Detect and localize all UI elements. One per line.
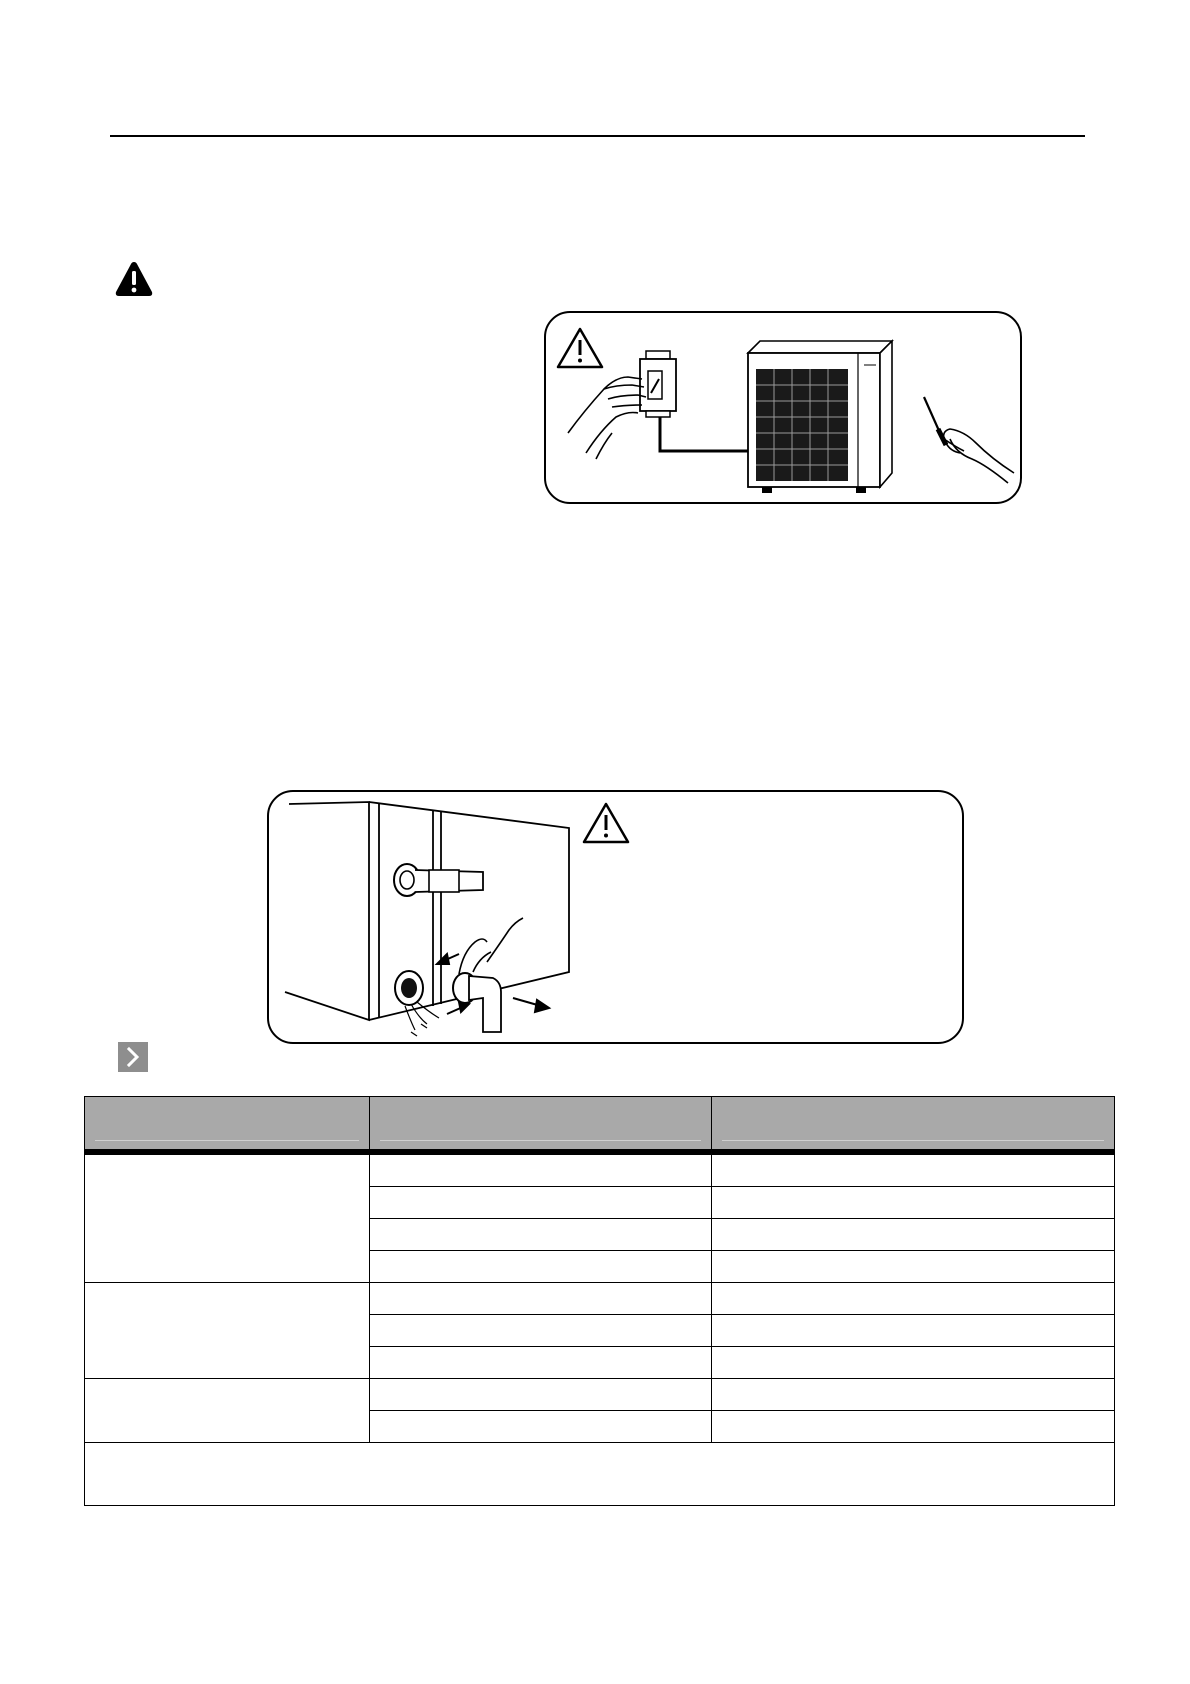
hand-with-screwdriver <box>924 397 1014 483</box>
table-note <box>85 1443 1115 1506</box>
table-header-row <box>85 1097 1115 1153</box>
table-note-row <box>85 1443 1115 1506</box>
table-header-cell <box>712 1097 1115 1153</box>
warning-triangle-outline-icon <box>584 804 628 842</box>
header-rule <box>110 135 1085 137</box>
figure-power-disconnect <box>544 311 1022 504</box>
table-cell <box>712 1187 1115 1219</box>
table-cell <box>370 1251 712 1283</box>
heat-pump-unit <box>748 341 892 493</box>
table-cell <box>712 1347 1115 1379</box>
warning-triangle-solid-icon <box>114 260 154 298</box>
table-row <box>85 1283 1115 1315</box>
table-cell <box>370 1152 712 1187</box>
table-cell <box>712 1315 1115 1347</box>
table-cell <box>712 1283 1115 1315</box>
maintenance-table <box>84 1096 1115 1506</box>
heat-pump-side-view <box>285 802 569 1020</box>
table-cell <box>370 1411 712 1443</box>
table-header-cell <box>85 1097 370 1153</box>
hand-switching-breaker <box>568 377 646 459</box>
table-cell <box>712 1411 1115 1443</box>
table-cell <box>370 1315 712 1347</box>
table-row <box>85 1152 1115 1187</box>
circuit-breaker <box>640 351 676 417</box>
table-cell <box>370 1219 712 1251</box>
table-cell <box>712 1379 1115 1411</box>
table-cell <box>712 1219 1115 1251</box>
group-label-cell <box>85 1152 370 1283</box>
table-cell <box>712 1152 1115 1187</box>
table-cell <box>370 1347 712 1379</box>
table-header-cell <box>370 1097 712 1153</box>
table-row <box>85 1379 1115 1411</box>
table-cell <box>370 1283 712 1315</box>
figure-drain-water <box>267 790 964 1044</box>
table-cell <box>370 1187 712 1219</box>
group-label-cell <box>85 1283 370 1379</box>
group-label-cell <box>85 1379 370 1443</box>
water-inlet-connector <box>394 864 483 896</box>
chevron-right-icon <box>118 1042 148 1072</box>
table-cell <box>370 1379 712 1411</box>
warning-triangle-outline-icon <box>558 329 602 367</box>
hand-removing-connector <box>459 918 523 974</box>
table-cell <box>712 1251 1115 1283</box>
